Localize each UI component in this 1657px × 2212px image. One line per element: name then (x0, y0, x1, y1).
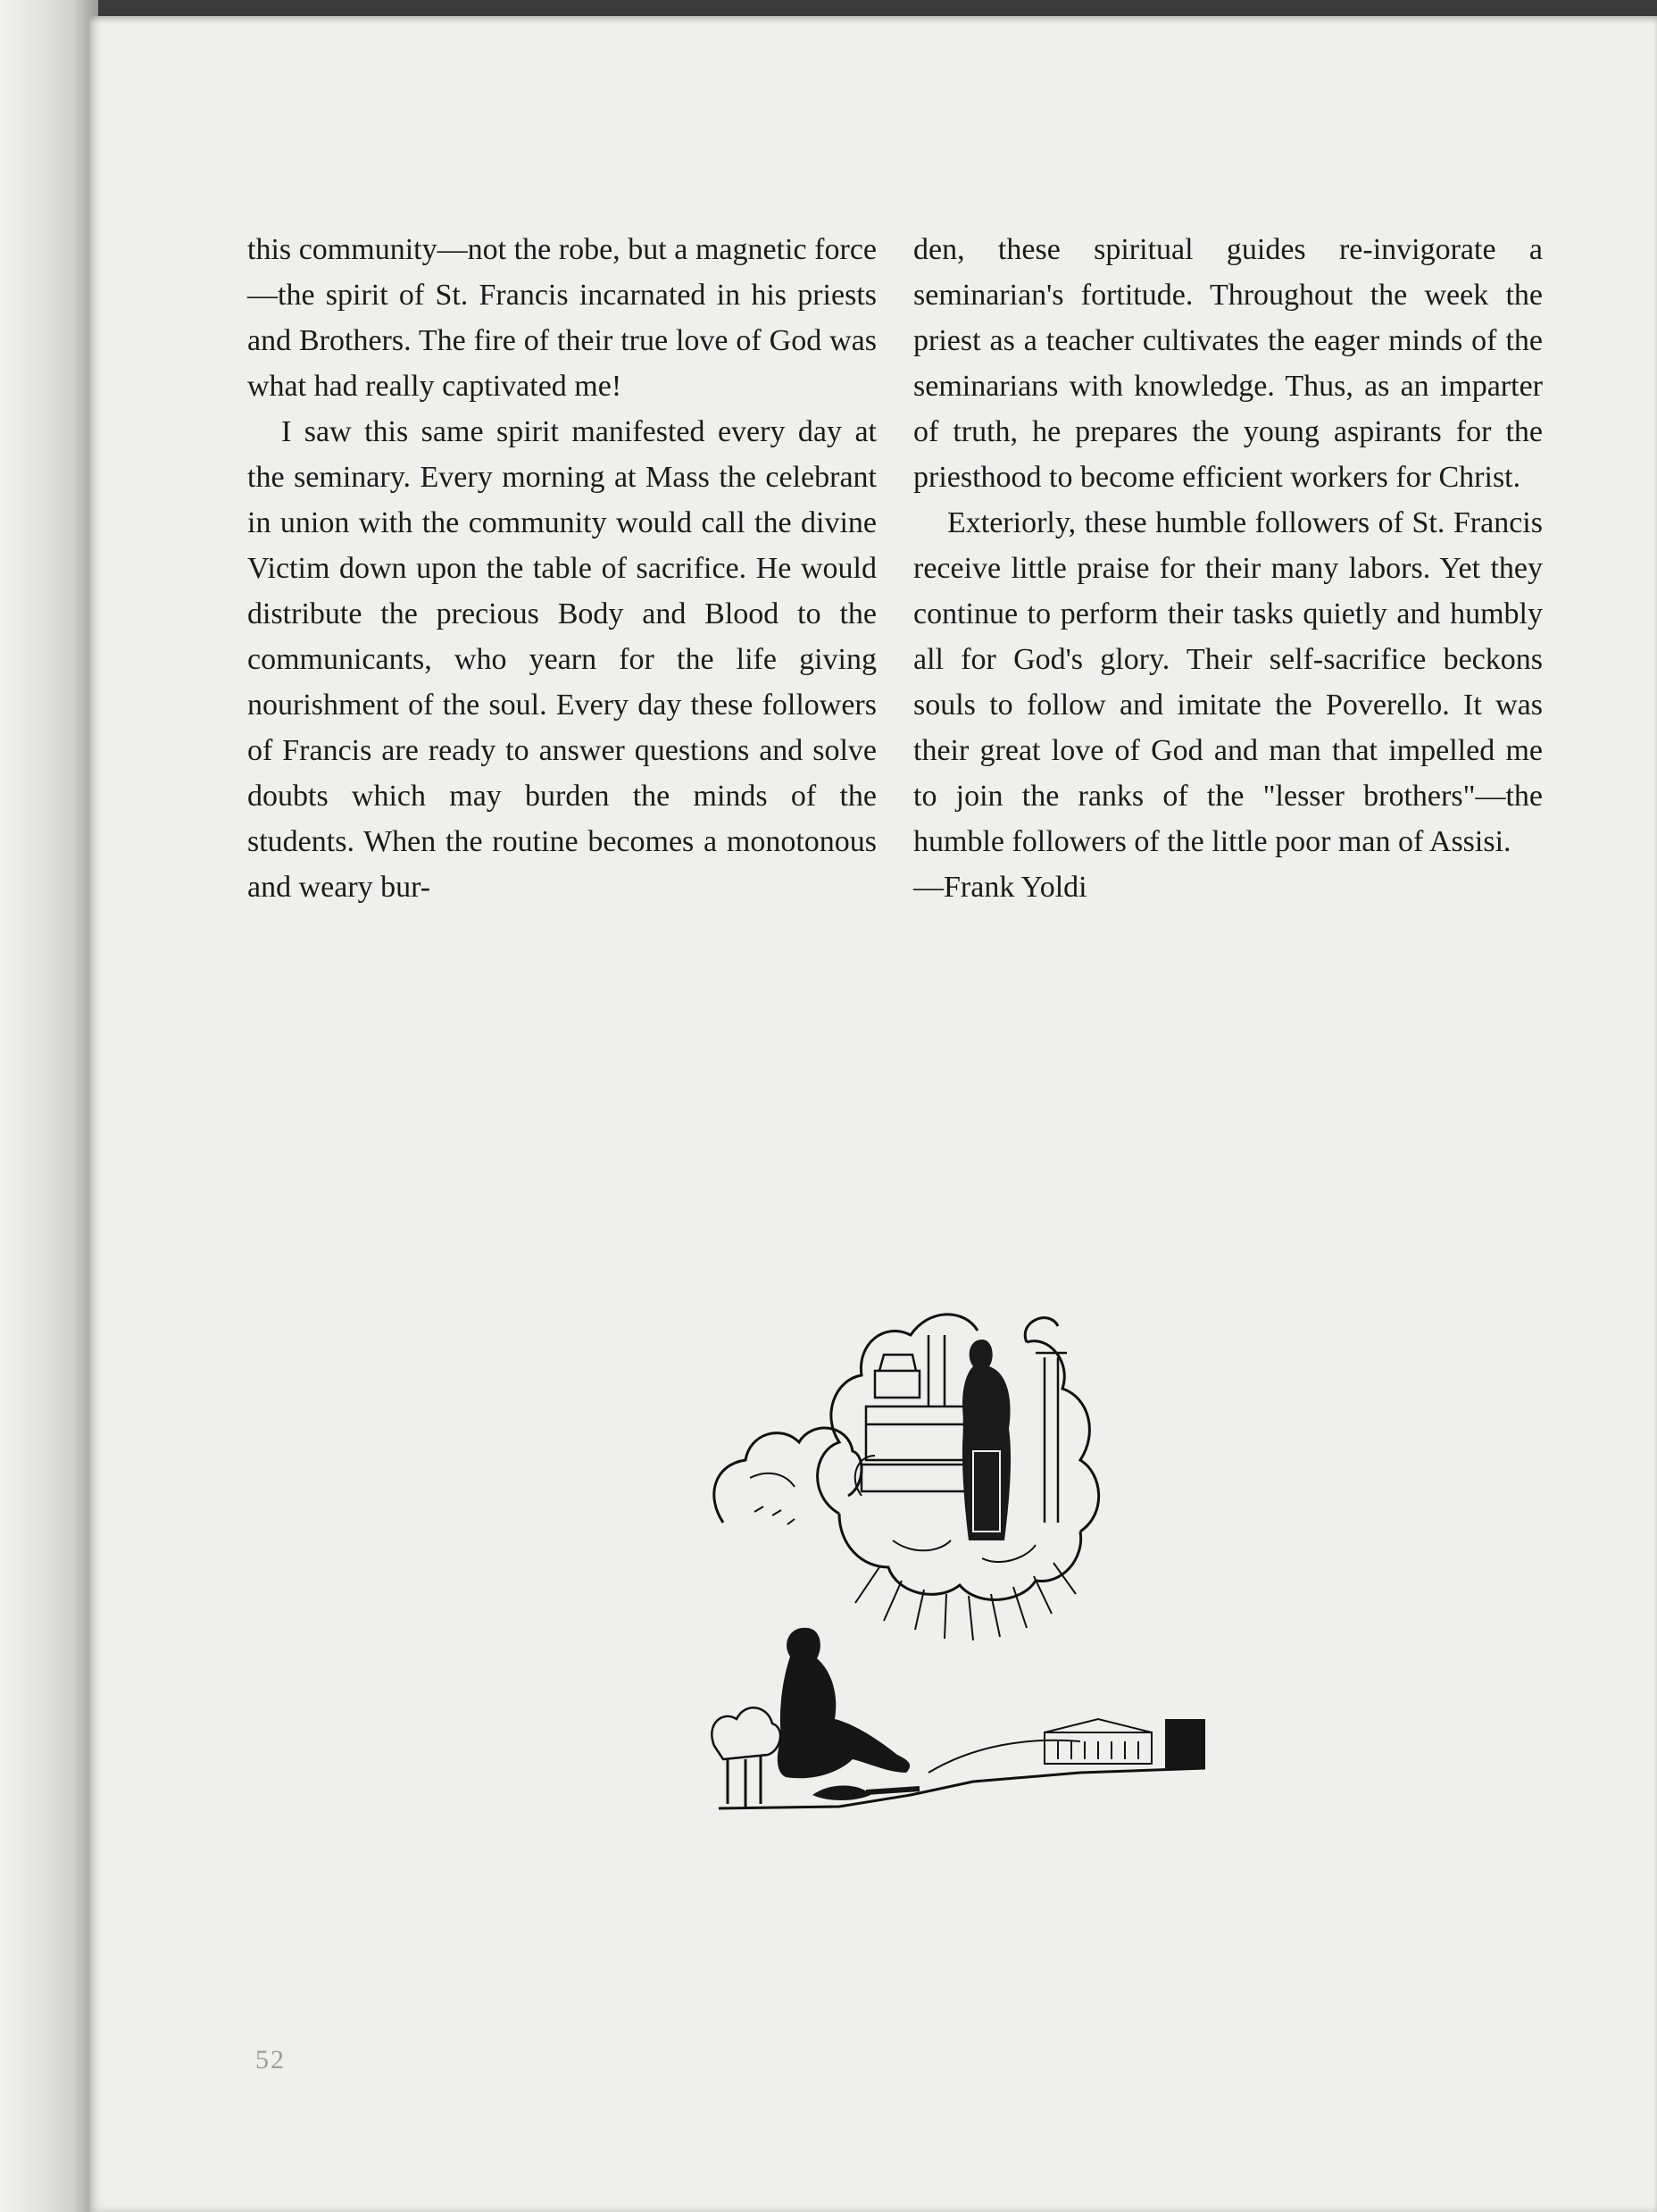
page-number: 52 (255, 2045, 286, 2074)
paragraph: den, these spiritual guides re-invigorate a seminarian's fortitude. Throughout the week the priest as a teacher cultivates the eager minds of the seminarians with knowledge. Thus, as an imparter of truth, he prepares the young aspirants for the priesthood to become efficient workers for Christ. (913, 233, 1543, 494)
paragraph: this community—not the robe, but a magnetic force—the spirit of St. Francis incarnated in his priests and Brothers. The fire of their true love of God was what had really captivated me! (247, 233, 877, 403)
right-text-column (913, 227, 1543, 910)
paragraph: I saw this same spirit manifested every day at the seminary. Every morning at Mass the celebrant in union with the community would call the divine Victim down upon the table of sacrifice. He would distribute the precious Body and Blood to the communicants, who yearn for the life giving nourishment of the soul. Every day these followers of Francis are ready to answer questions and solve doubts which may burden the minds of the students. When the routine becomes a monotonous and weary bur- (247, 415, 877, 904)
author-signature: —Frank Yoldi (913, 871, 1087, 904)
paragraph: Exteriorly, these humble followers of St. Francis receive little praise for their many labors. Yet they continue to perform their tasks quietly and humbly all for God's glory. Their self-sacrifice beckons souls to follow and imitate the Poverello. It was their great love of God and man that impelled me to join the ranks of the "lesser brothers"—the humble followers of the little poor man of Assisi. (913, 506, 1543, 858)
left-text-column (247, 227, 877, 910)
seminarian-dream-illustration (705, 1273, 1223, 1831)
book-binding-edge (0, 0, 98, 2212)
